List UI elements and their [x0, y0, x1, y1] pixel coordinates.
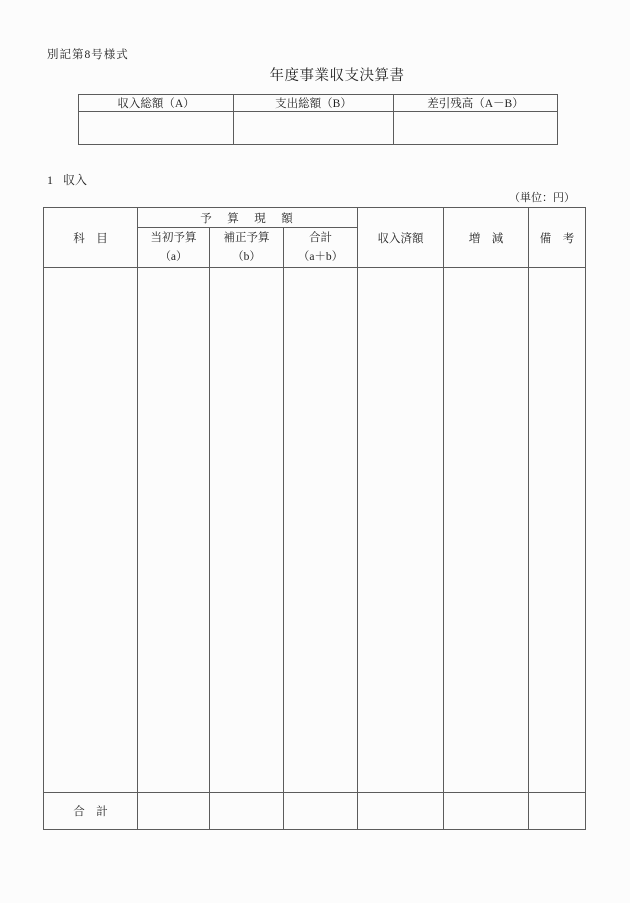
summary-header-balance: 差引残高（A－B） [394, 95, 558, 112]
summary-total-income-cell[interactable] [79, 112, 234, 145]
body-cell-received-amount[interactable] [358, 268, 444, 793]
total-cell-initial-budget[interactable] [138, 793, 210, 830]
section-number: 1 [47, 173, 53, 187]
col-header-supplementary-budget-line2: （b） [232, 250, 261, 263]
income-table-header-row-1 [44, 208, 586, 228]
income-table-body-row [44, 268, 586, 793]
total-cell-received-amount[interactable] [358, 793, 444, 830]
total-cell-remarks[interactable] [529, 793, 586, 830]
section-title: 収入 [63, 173, 88, 187]
col-header-initial-budget-line2: （a） [159, 250, 188, 263]
col-header-budget-total [284, 228, 358, 268]
section-heading [47, 171, 87, 188]
body-cell-item[interactable] [44, 268, 138, 793]
total-cell-budget-total[interactable] [284, 793, 358, 830]
col-header-supplementary-budget-line1: 補正予算 [223, 232, 270, 244]
document-title: 年度事業収支決算書 [269, 68, 405, 84]
col-header-received-amount: 収入済額 [358, 208, 444, 268]
summary-table [78, 94, 558, 145]
summary-header-total-expense: 支出総額（B） [234, 95, 394, 112]
col-header-budget-total-line2: （a＋b） [297, 250, 344, 263]
summary-balance-cell[interactable] [394, 112, 558, 145]
summary-header-total-income: 収入総額（A） [79, 95, 234, 112]
col-header-budget-group: 予 算 現 額 [138, 208, 358, 228]
unit-note: （単位：円） [509, 192, 575, 204]
col-header-initial-budget [138, 228, 210, 268]
summary-value-row [79, 112, 558, 145]
body-cell-remarks[interactable] [529, 268, 586, 793]
income-table-total-row [44, 793, 586, 830]
summary-total-expense-cell[interactable] [234, 112, 394, 145]
col-header-initial-budget-line1: 当初予算 [150, 232, 197, 244]
col-header-supplementary-budget [210, 228, 284, 268]
col-header-increase-decrease: 増 減 [444, 208, 529, 268]
col-header-item: 科 目 [44, 208, 138, 268]
body-cell-initial-budget[interactable] [138, 268, 210, 793]
summary-header-row [79, 95, 558, 112]
total-row-label: 合 計 [44, 793, 138, 830]
body-cell-supplementary-budget[interactable] [210, 268, 284, 793]
income-table [43, 207, 586, 830]
form-number-label: 別記第8号様式 [47, 49, 129, 61]
col-header-remarks: 備 考 [529, 208, 586, 268]
body-cell-increase-decrease[interactable] [444, 268, 529, 793]
total-cell-supplementary-budget[interactable] [210, 793, 284, 830]
col-header-budget-total-line1: 合計 [309, 232, 332, 244]
body-cell-budget-total[interactable] [284, 268, 358, 793]
total-cell-increase-decrease[interactable] [444, 793, 529, 830]
